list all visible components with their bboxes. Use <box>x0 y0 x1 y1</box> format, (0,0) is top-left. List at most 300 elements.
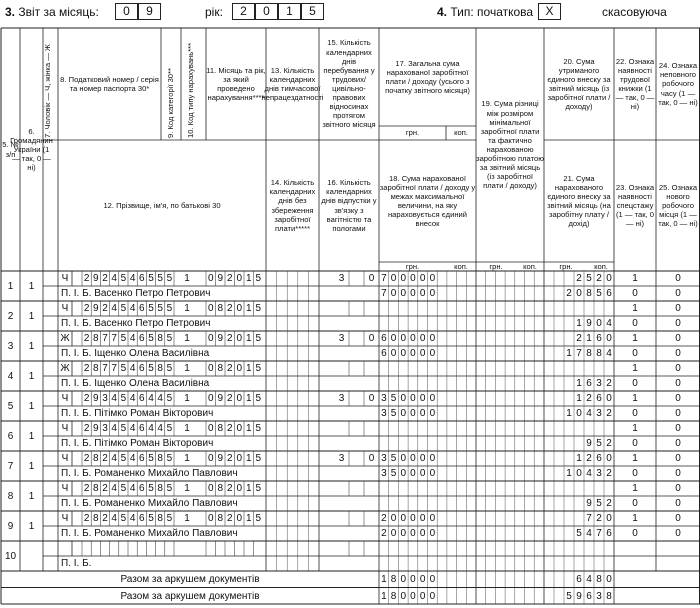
year-digit-1[interactable]: 2 <box>232 3 255 20</box>
month-year-digit[interactable]: 5 <box>255 273 262 284</box>
month-year-digit[interactable]: 5 <box>255 333 262 344</box>
accrued-contribution-digit[interactable]: 2 <box>606 498 612 509</box>
special-experience-flag[interactable]: 0 <box>632 498 638 509</box>
tax-digit[interactable]: 5 <box>148 303 154 314</box>
total-salary-digit[interactable]: 0 <box>419 393 426 404</box>
tax-digit[interactable]: 5 <box>120 483 127 494</box>
month-year-digit[interactable]: 2 <box>226 393 233 404</box>
capped-salary-digit[interactable]: 0 <box>400 528 407 539</box>
withheld-contribution-digit[interactable]: 2 <box>576 273 582 284</box>
capped-salary-digit[interactable]: 0 <box>419 468 426 479</box>
total-salary-digit[interactable]: 0 <box>390 513 397 524</box>
total-salary-digit[interactable]: 0 <box>419 453 426 464</box>
month-year-digit[interactable]: 8 <box>217 483 224 494</box>
accrued-contribution-digit[interactable]: 7 <box>596 528 602 539</box>
tax-digit[interactable]: 5 <box>157 273 163 284</box>
month-year-digit[interactable]: 0 <box>236 513 243 524</box>
month-year-digit[interactable]: 0 <box>236 303 243 314</box>
tax-digit[interactable]: 2 <box>102 513 108 524</box>
tax-digit[interactable]: 4 <box>129 333 136 344</box>
total-salary-digit[interactable]: 3 <box>381 453 387 464</box>
capped-salary-digit[interactable]: 3 <box>381 468 387 479</box>
month-year-digit[interactable]: 1 <box>245 363 252 374</box>
month-year-digit[interactable]: 0 <box>207 303 214 314</box>
part-time-flag[interactable]: 0 <box>675 423 681 434</box>
tax-digit[interactable]: 5 <box>148 363 154 374</box>
total-salary-digit[interactable]: 0 <box>429 393 436 404</box>
tax-digit[interactable]: 5 <box>120 333 127 344</box>
tax-digit[interactable]: 6 <box>139 393 145 404</box>
capped-salary-digit[interactable]: 0 <box>429 348 436 359</box>
withheld-contribution-digit[interactable]: 1 <box>576 453 582 464</box>
accrued-contribution-digit[interactable]: 3 <box>596 378 602 389</box>
month-year-digit[interactable]: 0 <box>236 483 243 494</box>
capped-salary-digit[interactable]: 0 <box>400 408 407 419</box>
tax-digit[interactable]: 8 <box>157 333 163 344</box>
accrued-contribution-digit[interactable]: 9 <box>586 498 592 509</box>
special-experience-flag[interactable]: 0 <box>632 378 638 389</box>
accrued-contribution-digit[interactable]: 5 <box>576 528 582 539</box>
month-year-digit[interactable]: 5 <box>255 453 262 464</box>
sex-code[interactable]: Ч <box>61 303 69 314</box>
tax-digit[interactable]: 5 <box>166 393 173 404</box>
category-code[interactable]: 1 <box>184 363 190 374</box>
category-code[interactable]: 1 <box>184 393 190 404</box>
part-time-flag[interactable]: 0 <box>675 483 681 494</box>
tax-digit[interactable]: 3 <box>102 393 108 404</box>
total-salary-digit[interactable]: 0 <box>429 333 436 344</box>
tax-digit[interactable]: 7 <box>102 363 108 374</box>
accrued-contribution-digit[interactable]: 1 <box>566 408 572 419</box>
sex-code[interactable]: Ч <box>61 423 69 434</box>
capped-salary-digit[interactable]: 0 <box>400 288 407 299</box>
accrued-contribution-digit[interactable]: 6 <box>606 528 612 539</box>
citizen-flag[interactable]: 1 <box>28 281 35 292</box>
total-salary-digit[interactable]: 0 <box>390 273 397 284</box>
citizen-flag[interactable]: 1 <box>28 491 35 502</box>
tax-digit[interactable]: 4 <box>129 423 136 434</box>
accrued-contribution-digit[interactable]: 0 <box>596 318 602 329</box>
accrued-contribution-digit[interactable]: 4 <box>606 348 612 359</box>
tax-digit[interactable]: 5 <box>166 423 173 434</box>
employee-full-name[interactable]: П. І. Б. Васенко Петро Петрович <box>61 288 211 299</box>
tax-digit[interactable]: 5 <box>148 483 154 494</box>
part-time-flag[interactable]: 0 <box>675 393 681 404</box>
work-book-flag[interactable]: 1 <box>632 273 638 284</box>
total-salary-digit[interactable]: 7 <box>381 273 387 284</box>
tax-digit[interactable]: 4 <box>111 423 117 434</box>
tax-digit[interactable]: 4 <box>148 423 154 434</box>
month-year-digit[interactable]: 0 <box>207 273 214 284</box>
month-year-digit[interactable]: 1 <box>245 273 252 284</box>
capped-salary-digit[interactable]: 0 <box>400 468 407 479</box>
tax-digit[interactable]: 2 <box>102 273 108 284</box>
month-year-digit[interactable]: 0 <box>236 273 243 284</box>
tax-digit[interactable]: 4 <box>111 273 117 284</box>
sex-code[interactable]: Ч <box>61 513 69 524</box>
tax-digit[interactable]: 2 <box>83 363 90 374</box>
sex-code[interactable]: Ж <box>60 363 70 374</box>
tax-digit[interactable]: 2 <box>83 513 90 524</box>
total-salary-digit[interactable]: 5 <box>390 453 397 464</box>
category-code[interactable]: 1 <box>184 513 190 524</box>
work-book-flag[interactable]: 1 <box>632 333 638 344</box>
tax-digit[interactable]: 5 <box>120 423 127 434</box>
accrued-contribution-digit[interactable]: 8 <box>586 288 592 299</box>
tax-digit[interactable]: 5 <box>120 453 127 464</box>
tax-digit[interactable]: 4 <box>157 423 163 434</box>
capped-salary-digit[interactable]: 7 <box>381 288 387 299</box>
month-year-digit[interactable]: 1 <box>245 333 252 344</box>
total-salary-digit[interactable]: 0 <box>400 513 407 524</box>
month-year-digit[interactable]: 8 <box>217 423 224 434</box>
tax-digit[interactable]: 2 <box>83 303 90 314</box>
tax-digit[interactable]: 4 <box>129 363 136 374</box>
employee-full-name[interactable]: П. І. Б. Пітімко Роман Вікторович <box>61 408 214 419</box>
accrued-contribution-digit[interactable]: 2 <box>606 378 612 389</box>
accrued-contribution-digit[interactable]: 1 <box>566 468 572 479</box>
withheld-contribution-digit[interactable]: 6 <box>596 453 602 464</box>
month-year-digit[interactable]: 1 <box>245 303 252 314</box>
capped-salary-digit[interactable]: 0 <box>410 468 416 479</box>
citizen-flag[interactable]: 1 <box>28 401 35 412</box>
tax-digit[interactable]: 6 <box>139 453 145 464</box>
tax-digit[interactable]: 2 <box>83 273 90 284</box>
accrued-contribution-digit[interactable]: 1 <box>576 318 582 329</box>
new-workplace-flag[interactable]: 0 <box>675 528 681 539</box>
tax-digit[interactable]: 2 <box>102 453 108 464</box>
month-year-digit[interactable]: 0 <box>207 363 214 374</box>
month-year-digit[interactable]: 5 <box>255 513 262 524</box>
new-workplace-flag[interactable]: 0 <box>675 438 681 449</box>
tax-digit[interactable]: 2 <box>102 303 108 314</box>
total-salary-digit[interactable]: 0 <box>419 333 426 344</box>
tax-digit[interactable]: 8 <box>157 363 163 374</box>
category-code[interactable]: 1 <box>184 303 190 314</box>
accrued-contribution-digit[interactable]: 5 <box>596 438 602 449</box>
month-year-digit[interactable]: 2 <box>226 273 233 284</box>
capped-salary-digit[interactable]: 0 <box>390 288 397 299</box>
tax-digit[interactable]: 4 <box>111 393 117 404</box>
employee-full-name[interactable]: П. І. Б. Романенко Михайло Павлович <box>61 468 238 479</box>
tax-digit[interactable]: 4 <box>148 393 154 404</box>
accrued-contribution-digit[interactable]: 0 <box>576 468 582 479</box>
work-book-flag[interactable]: 1 <box>632 363 638 374</box>
month-year-digit[interactable]: 5 <box>255 363 262 374</box>
sex-code[interactable]: Ж <box>60 333 70 344</box>
employee-full-name[interactable]: П. І. Б. Васенко Петро Петрович <box>61 318 211 329</box>
special-experience-flag[interactable]: 0 <box>632 438 638 449</box>
capped-salary-digit[interactable]: 5 <box>390 468 397 479</box>
total-salary-digit[interactable]: 0 <box>390 333 397 344</box>
tax-digit[interactable]: 8 <box>93 513 99 524</box>
tax-digit[interactable]: 4 <box>111 453 117 464</box>
accrued-contribution-digit[interactable]: 4 <box>606 318 612 329</box>
total-salary-digit[interactable]: 2 <box>381 513 387 524</box>
tax-digit[interactable]: 7 <box>111 363 117 374</box>
month-year-digit[interactable]: 9 <box>217 393 224 404</box>
withheld-contribution-digit[interactable]: 0 <box>606 513 612 524</box>
withheld-contribution-digit[interactable]: 0 <box>606 453 612 464</box>
withheld-contribution-digit[interactable]: 0 <box>606 273 612 284</box>
employee-full-name[interactable]: П. І. Б. Іщенко Олена Василівна <box>61 378 210 389</box>
employee-full-name[interactable]: П. І. Б. Іщенко Олена Василівна <box>61 348 210 359</box>
tax-digit[interactable]: 7 <box>111 333 117 344</box>
citizen-flag[interactable]: 1 <box>28 431 35 442</box>
month-year-digit[interactable]: 1 <box>245 453 252 464</box>
capped-salary-digit[interactable]: 0 <box>429 408 436 419</box>
days-maternity-leave[interactable]: 0 <box>368 333 375 344</box>
month-year-digit[interactable]: 2 <box>226 483 233 494</box>
special-experience-flag[interactable]: 0 <box>632 408 638 419</box>
month-year-digit[interactable]: 8 <box>217 363 224 374</box>
part-time-flag[interactable]: 0 <box>675 303 681 314</box>
special-experience-flag[interactable]: 0 <box>632 348 638 359</box>
month-year-digit[interactable]: 0 <box>207 333 214 344</box>
work-book-flag[interactable]: 1 <box>632 483 638 494</box>
capped-salary-digit[interactable]: 0 <box>429 528 436 539</box>
citizen-flag[interactable]: 1 <box>28 461 35 472</box>
capped-salary-digit[interactable]: 0 <box>419 288 426 299</box>
special-experience-flag[interactable]: 0 <box>632 528 638 539</box>
total-salary-digit[interactable]: 0 <box>400 333 407 344</box>
withheld-contribution-digit[interactable]: 1 <box>586 333 592 344</box>
tax-digit[interactable]: 5 <box>120 303 127 314</box>
total-salary-digit[interactable]: 0 <box>410 333 416 344</box>
tax-digit[interactable]: 2 <box>83 423 90 434</box>
accrued-contribution-digit[interactable]: 5 <box>596 288 602 299</box>
tax-digit[interactable]: 9 <box>93 303 99 314</box>
special-experience-flag[interactable]: 0 <box>632 288 638 299</box>
category-code[interactable]: 1 <box>184 423 190 434</box>
accrued-contribution-digit[interactable]: 6 <box>606 288 612 299</box>
accrued-contribution-digit[interactable]: 4 <box>586 468 592 479</box>
tax-digit[interactable]: 5 <box>166 333 173 344</box>
tax-digit[interactable]: 4 <box>129 453 136 464</box>
withheld-contribution-digit[interactable]: 2 <box>586 453 592 464</box>
special-experience-flag[interactable]: 0 <box>632 318 638 329</box>
total-salary-digit[interactable]: 0 <box>429 513 436 524</box>
tax-digit[interactable]: 8 <box>157 453 163 464</box>
work-book-flag[interactable]: 1 <box>632 393 638 404</box>
capped-salary-digit[interactable]: 5 <box>390 408 397 419</box>
capped-salary-digit[interactable]: 0 <box>419 348 426 359</box>
citizen-flag[interactable]: 1 <box>28 371 35 382</box>
tax-digit[interactable]: 2 <box>102 483 108 494</box>
capped-salary-digit[interactable]: 0 <box>390 528 397 539</box>
citizen-flag[interactable]: 1 <box>28 311 35 322</box>
tax-digit[interactable]: 5 <box>166 483 173 494</box>
total-salary-digit[interactable]: 3 <box>381 393 387 404</box>
days-in-relations[interactable]: 3 <box>338 453 345 464</box>
year-digit-2[interactable]: 0 <box>255 3 278 20</box>
tax-digit[interactable]: 5 <box>148 333 154 344</box>
capped-salary-digit[interactable]: 0 <box>410 528 416 539</box>
month-year-digit[interactable]: 9 <box>217 333 224 344</box>
tax-digit[interactable]: 5 <box>148 513 154 524</box>
new-workplace-flag[interactable]: 0 <box>675 288 681 299</box>
tax-digit[interactable]: 9 <box>93 423 99 434</box>
tax-digit[interactable]: 2 <box>83 453 90 464</box>
month-year-digit[interactable]: 1 <box>245 423 252 434</box>
tax-digit[interactable]: 8 <box>93 333 99 344</box>
withheld-contribution-digit[interactable]: 5 <box>586 273 592 284</box>
accrued-contribution-digit[interactable]: 3 <box>596 468 602 479</box>
tax-digit[interactable]: 8 <box>93 453 99 464</box>
accrued-contribution-digit[interactable]: 2 <box>566 288 572 299</box>
month-year-digit[interactable]: 0 <box>236 363 243 374</box>
withheld-contribution-digit[interactable]: 2 <box>596 513 602 524</box>
tax-digit[interactable]: 4 <box>111 483 117 494</box>
tax-digit[interactable]: 6 <box>139 513 145 524</box>
withheld-contribution-digit[interactable]: 0 <box>606 393 612 404</box>
capped-salary-digit[interactable]: 0 <box>419 408 426 419</box>
withheld-contribution-digit[interactable]: 6 <box>596 393 602 404</box>
total-salary-digit[interactable]: 0 <box>410 453 416 464</box>
month-year-digit[interactable]: 0 <box>207 423 214 434</box>
month-year-digit[interactable]: 2 <box>226 423 233 434</box>
work-book-flag[interactable]: 1 <box>632 513 638 524</box>
tax-digit[interactable]: 6 <box>139 303 145 314</box>
tax-digit[interactable]: 2 <box>83 483 90 494</box>
month-year-digit[interactable]: 8 <box>217 303 224 314</box>
capped-salary-digit[interactable]: 0 <box>400 348 407 359</box>
accrued-contribution-digit[interactable]: 1 <box>566 348 572 359</box>
month-year-digit[interactable]: 0 <box>236 393 243 404</box>
month-year-digit[interactable]: 2 <box>226 453 233 464</box>
tax-digit[interactable]: 8 <box>93 483 99 494</box>
part-time-flag[interactable]: 0 <box>675 333 681 344</box>
tax-digit[interactable]: 6 <box>139 363 145 374</box>
category-code[interactable]: 1 <box>184 333 190 344</box>
accrued-contribution-digit[interactable]: 6 <box>586 378 592 389</box>
total-salary-digit[interactable]: 5 <box>390 393 397 404</box>
tax-digit[interactable]: 6 <box>139 333 145 344</box>
withheld-contribution-digit[interactable]: 6 <box>596 333 602 344</box>
accrued-contribution-digit[interactable]: 7 <box>576 348 582 359</box>
year-digit-3[interactable]: 1 <box>278 3 301 20</box>
new-workplace-flag[interactable]: 0 <box>675 498 681 509</box>
accrued-contribution-digit[interactable]: 4 <box>586 408 592 419</box>
part-time-flag[interactable]: 0 <box>675 273 681 284</box>
total-salary-digit[interactable]: 0 <box>419 513 426 524</box>
days-in-relations[interactable]: 3 <box>338 273 345 284</box>
days-in-relations[interactable]: 3 <box>338 393 345 404</box>
month-year-digit[interactable]: 2 <box>226 303 233 314</box>
tax-digit[interactable]: 2 <box>83 393 90 404</box>
part-time-flag[interactable]: 0 <box>675 453 681 464</box>
accrued-contribution-digit[interactable]: 8 <box>596 348 602 359</box>
tax-digit[interactable]: 4 <box>129 273 136 284</box>
month-year-digit[interactable]: 0 <box>236 423 243 434</box>
tax-digit[interactable]: 8 <box>93 363 99 374</box>
accrued-contribution-digit[interactable]: 2 <box>606 468 612 479</box>
accrued-contribution-digit[interactable]: 2 <box>606 408 612 419</box>
month-year-digit[interactable]: 2 <box>226 363 233 374</box>
tax-digit[interactable]: 4 <box>111 513 117 524</box>
tax-digit[interactable]: 8 <box>157 513 163 524</box>
total-salary-digit[interactable]: 0 <box>400 453 407 464</box>
work-book-flag[interactable]: 1 <box>632 423 638 434</box>
accrued-contribution-digit[interactable]: 8 <box>586 348 592 359</box>
sex-code[interactable]: Ч <box>61 273 69 284</box>
tax-digit[interactable]: 6 <box>139 273 145 284</box>
category-code[interactable]: 1 <box>184 453 190 464</box>
tax-digit[interactable]: 5 <box>148 273 154 284</box>
part-time-flag[interactable]: 0 <box>675 363 681 374</box>
capped-salary-digit[interactable]: 3 <box>381 408 387 419</box>
citizen-flag[interactable]: 1 <box>28 341 35 352</box>
days-in-relations[interactable]: 3 <box>338 333 345 344</box>
withheld-contribution-digit[interactable]: 1 <box>576 393 582 404</box>
month-year-digit[interactable]: 8 <box>217 513 224 524</box>
month-year-digit[interactable]: 0 <box>236 333 243 344</box>
accrued-contribution-digit[interactable]: 5 <box>596 498 602 509</box>
category-code[interactable]: 1 <box>184 483 190 494</box>
capped-salary-digit[interactable]: 0 <box>419 528 426 539</box>
tax-digit[interactable]: 4 <box>111 303 117 314</box>
accrued-contribution-digit[interactable]: 3 <box>596 408 602 419</box>
month-digit-1[interactable]: 0 <box>115 3 138 20</box>
total-salary-digit[interactable]: 0 <box>429 273 436 284</box>
tax-digit[interactable]: 5 <box>166 273 173 284</box>
withheld-contribution-digit[interactable]: 7 <box>586 513 592 524</box>
sex-code[interactable]: Ч <box>61 453 69 464</box>
month-digit-2[interactable]: 9 <box>138 3 161 20</box>
tax-digit[interactable]: 4 <box>129 513 136 524</box>
month-year-digit[interactable]: 5 <box>255 303 262 314</box>
tax-digit[interactable]: 5 <box>148 453 154 464</box>
tax-digit[interactable]: 5 <box>157 303 163 314</box>
total-salary-digit[interactable]: 0 <box>410 273 416 284</box>
capped-salary-digit[interactable]: 0 <box>410 288 416 299</box>
new-workplace-flag[interactable]: 0 <box>675 408 681 419</box>
total-salary-digit[interactable]: 0 <box>429 453 436 464</box>
total-salary-digit[interactable]: 0 <box>410 513 416 524</box>
month-year-digit[interactable]: 5 <box>255 393 262 404</box>
capped-salary-digit[interactable]: 0 <box>410 348 416 359</box>
citizen-flag[interactable]: 1 <box>28 521 35 532</box>
year-digit-4[interactable]: 5 <box>301 3 324 20</box>
accrued-contribution-digit[interactable]: 9 <box>586 438 592 449</box>
month-year-digit[interactable]: 0 <box>207 453 214 464</box>
new-workplace-flag[interactable]: 0 <box>675 378 681 389</box>
tax-digit[interactable]: 5 <box>166 303 173 314</box>
withheld-contribution-digit[interactable]: 0 <box>606 333 612 344</box>
tax-digit[interactable]: 8 <box>157 483 163 494</box>
capped-salary-digit[interactable]: 2 <box>381 528 387 539</box>
capped-salary-digit[interactable]: 0 <box>410 408 416 419</box>
month-year-digit[interactable]: 1 <box>245 513 252 524</box>
tax-digit[interactable]: 4 <box>129 393 136 404</box>
month-year-digit[interactable]: 0 <box>236 453 243 464</box>
employee-full-name[interactable]: П. І. Б. <box>61 558 92 569</box>
month-year-digit[interactable]: 9 <box>217 273 224 284</box>
accrued-contribution-digit[interactable]: 0 <box>576 408 582 419</box>
new-workplace-flag[interactable]: 0 <box>675 468 681 479</box>
accrued-contribution-digit[interactable]: 1 <box>576 378 582 389</box>
month-year-digit[interactable]: 5 <box>255 483 262 494</box>
days-maternity-leave[interactable]: 0 <box>368 393 375 404</box>
tax-digit[interactable]: 4 <box>129 303 136 314</box>
total-salary-digit[interactable]: 0 <box>419 273 426 284</box>
new-workplace-flag[interactable]: 0 <box>675 318 681 329</box>
tax-digit[interactable]: 4 <box>157 393 163 404</box>
total-salary-digit[interactable]: 0 <box>400 393 407 404</box>
total-salary-digit[interactable]: 6 <box>381 333 387 344</box>
withheld-contribution-digit[interactable]: 2 <box>596 273 602 284</box>
accrued-contribution-digit[interactable]: 0 <box>576 288 582 299</box>
